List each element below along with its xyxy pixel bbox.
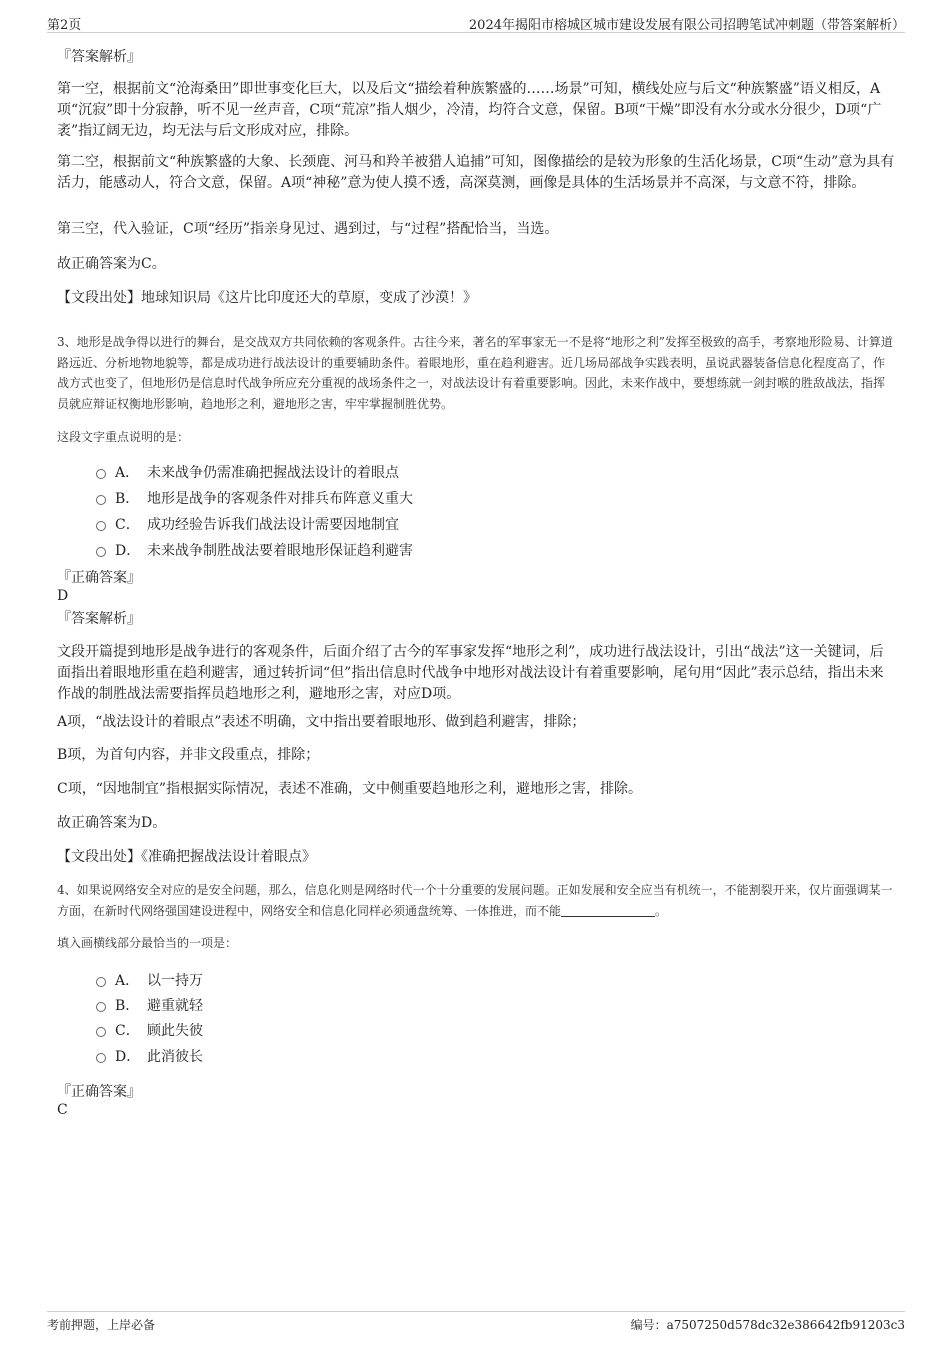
radio-icon[interactable] xyxy=(96,1002,106,1012)
radio-icon[interactable] xyxy=(96,521,106,531)
radio-icon[interactable] xyxy=(96,469,106,479)
analysis-conclusion: 故正确答案为C。 xyxy=(57,256,166,272)
question-3-analysis-label: 『答案解析』 xyxy=(57,611,141,627)
question-3-analysis-2: A项，“战法设计的着眼点”表述不明确，文中指出要着眼地形、做到趋利避害，排除； xyxy=(57,714,586,730)
question-3-answer-label: 『正确答案』 xyxy=(57,570,141,586)
page-footer xyxy=(47,1311,905,1332)
question-4-answer: C xyxy=(57,1102,68,1118)
question-3-conclusion: 故正确答案为D。 xyxy=(57,815,167,831)
question-4-answer-label: 『正确答案』 xyxy=(57,1084,141,1100)
question-3-option-c[interactable]: C． 成功经验告诉我们战法设计需要因地制宜 xyxy=(96,515,399,535)
fill-in-blank[interactable] xyxy=(561,904,655,917)
question-4-stem: 4、如果说网络安全对应的是安全问题，那么，信息化则是网络时代一个十分重要的发展问题。正如发展和安全应当有机统一，不能割裂开来，仅片面强调某一方面，在新时代网络强国建设进程中，网络安全和信息化同样必须通盘统筹、一体推进，而不能 。 xyxy=(57,883,893,918)
question-4-option-d[interactable]: D． 此消彼长 xyxy=(96,1047,203,1067)
question-3-option-b[interactable]: B． 地形是战争的客观条件对排兵布阵意义重大 xyxy=(96,489,413,509)
radio-icon[interactable] xyxy=(96,1027,106,1037)
question-3-analysis-3: B项，为首句内容，并非文段重点，排除； xyxy=(57,747,320,763)
analysis-paragraph-1: 第一空，根据前文“沧海桑田”即世事变化巨大，以及后文“描绘着种族繁盛的……场景”可知，横线处应与后文“种族繁盛”语义相反，A项“沉寂”即十分寂静，听不见一丝声音，C项“荒凉”指人烟少，冷清，均符合文意，保留。B项“干燥”即没有水分或水分很少，D项“广袤”指辽阔无边，均无法与后文形成对应，排除。 xyxy=(57,81,882,139)
analysis-paragraph-3: 第三空，代入验证，C项“经历”指亲身见过、遇到过，与“过程”搭配恰当，当选。 xyxy=(57,221,559,237)
document-code: 编号：a7507250d578dc32e386642fb91203c3 xyxy=(630,1318,905,1332)
document-title: 2024年揭阳市榕城区城市建设发展有限公司招聘笔试冲刺题（带答案解析） xyxy=(468,18,905,33)
question-3-analysis-1: 文段开篇提到地形是战争进行的客观条件，后面介绍了古今的军事家发挥“地形之利”，成功进行战法设计，引出“战法”这一关键词，后面指出着眼地形重在趋利避害，通过转折词“但”指出信息时代战争中地形对战法设计有着重要影响，尾句用“因此”表示总结，指出未来作战的制胜战法需要指挥员趋地形之利，避地形之害，对应D项。 xyxy=(57,644,884,702)
radio-icon[interactable] xyxy=(96,495,106,505)
question-4-option-c[interactable]: C． 顾此失彼 xyxy=(96,1021,203,1041)
page-header xyxy=(47,0,905,33)
question-3-source: 【文段出处】《准确把握战法设计着眼点》 xyxy=(57,849,316,865)
question-3-analysis-4: C项，“因地制宜”指根据实际情况，表述不准确，文中侧重要趋地形之利，避地形之害，排除。 xyxy=(57,781,643,797)
analysis-label: 『答案解析』 xyxy=(57,49,141,65)
question-4-option-b[interactable]: B． 避重就轻 xyxy=(96,996,203,1016)
source-citation: 【文段出处】地球知识局《这片比印度还大的草原，变成了沙漠！》 xyxy=(57,290,477,306)
question-3-option-d[interactable]: D． 未来战争制胜战法要着眼地形保证趋利避害 xyxy=(96,541,413,561)
analysis-paragraph-2: 第二空，根据前文“种族繁盛的大象、长颈鹿、河马和羚羊被猎人追捕”可知，图像描绘的是较为形象的生活化场景，C项“生动”意为具有活力，能感动人，符合文意，保留。A项“神秘”意为使人摸不透，高深莫测，画像是具体的生活场景并不高深，与文意不符，排除。 xyxy=(57,154,895,191)
question-3-prompt: 这段文字重点说明的是： xyxy=(57,430,190,444)
question-3-option-a[interactable]: A． 未来战争仍需准确把握战法设计的着眼点 xyxy=(96,463,399,483)
question-4-option-a[interactable]: A． 以一持万 xyxy=(96,971,203,991)
page-number: 第2页 xyxy=(47,18,82,33)
footer-slogan: 考前押题，上岸必备 xyxy=(47,1318,156,1332)
radio-icon[interactable] xyxy=(96,547,106,557)
radio-icon[interactable] xyxy=(96,1053,106,1063)
question-3-answer: D xyxy=(57,588,69,604)
question-4-prompt: 填入画横线部分最恰当的一项是： xyxy=(57,936,238,950)
question-3-stem: 3、地形是战争得以进行的舞台，是交战双方共同依赖的客观条件。古往今来，著名的军事家无一不是将“地形之利”发挥至极致的高手，考察地形险易、计算道路远近、分析地物地貌等，都是成功进行战法设计的重要辅助条件。着眼地形，重在趋利避害。近几场局部战争实践表明，虽说武器装备信息化程度高了，作战方式也变了，但地形仍是信息时代战争所应充分重视的战场条件之一，对战法设计有着重要影响。因此，未来作战中，要想练就一剑封喉的胜敌战法，指挥员就应辩证权衡地形影响，趋地形之利，避地形之害，牢牢掌握制胜优势。 xyxy=(57,335,893,411)
radio-icon[interactable] xyxy=(96,977,106,987)
